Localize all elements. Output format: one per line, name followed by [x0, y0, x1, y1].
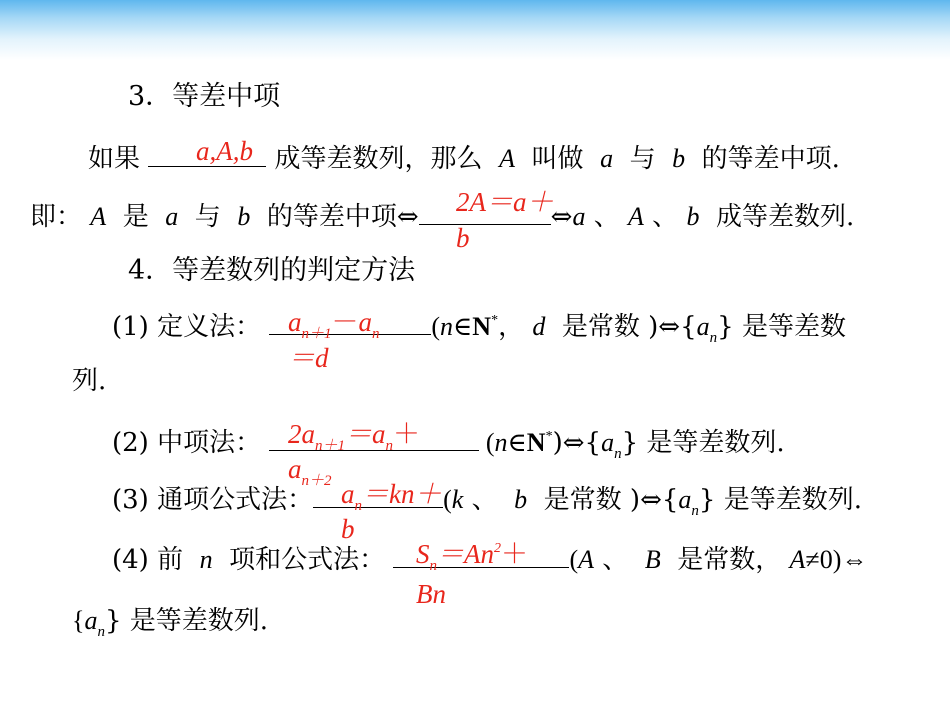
answer-m1-line2: ＝d	[288, 343, 329, 373]
answer-2-line1: 2A＝a＋	[456, 187, 554, 217]
var-b: b	[237, 202, 251, 231]
answer-m3-line2: b	[341, 514, 355, 544]
top-gradient-bar	[0, 0, 950, 60]
var-b: b	[686, 202, 700, 231]
text: (	[479, 428, 495, 457]
text: ＋	[393, 419, 421, 449]
text: (	[443, 485, 452, 514]
text: (3) 通项公式法：	[112, 485, 314, 515]
var-n: n	[199, 545, 213, 574]
subscript: n	[385, 438, 394, 454]
superscript: *	[545, 429, 553, 444]
var-A: A	[789, 545, 806, 574]
text: (2) 中项法：	[112, 428, 262, 458]
subscript: n	[429, 558, 437, 574]
text: } 是等差数列.	[104, 606, 269, 636]
subscript: n	[691, 503, 699, 519]
answer-m2-line1	[288, 420, 420, 453]
iff-symbol: ⇔	[550, 202, 573, 232]
var-a: a	[696, 312, 710, 341]
var-a: a	[678, 485, 692, 514]
answer-m4-line1	[416, 540, 528, 574]
var-A: A	[90, 202, 107, 231]
var-a: a	[601, 428, 615, 457]
var-k: k	[451, 485, 464, 514]
var-A: A	[499, 144, 515, 173]
text: 、	[652, 202, 679, 232]
set-N: N	[526, 428, 546, 457]
text: 是常数 )⇔{	[561, 312, 697, 342]
text: ，	[498, 312, 525, 342]
subscript: n	[614, 446, 622, 462]
text: 成等差数列.	[715, 202, 855, 232]
in-symbol: ∈	[507, 428, 527, 458]
answer-m1-line1	[288, 308, 380, 341]
text: )⇔{	[552, 428, 602, 458]
text: 与	[194, 202, 221, 232]
answer-2-line2: b	[456, 223, 470, 253]
text: 即：	[30, 202, 83, 232]
subscript: n	[354, 498, 362, 514]
text: a	[288, 454, 302, 484]
subscript: n	[709, 330, 718, 346]
text: } 是等差数列.	[698, 485, 862, 515]
text: 项和公式法：	[229, 545, 386, 575]
var-n: n	[440, 312, 454, 341]
subscript: n＋1	[315, 438, 346, 454]
in-symbol: ∈	[453, 312, 473, 342]
text: 与	[629, 144, 656, 174]
text: (	[569, 545, 579, 574]
text: 叫做	[531, 144, 584, 174]
answer-m3-line1	[341, 480, 441, 513]
text: 2a	[288, 419, 315, 449]
method-1	[112, 308, 846, 347]
text: (1) 定义法：	[112, 312, 262, 342]
text: 是	[122, 202, 149, 232]
text: 是常数，	[677, 545, 782, 575]
text: a	[288, 307, 302, 337]
var-n: n	[494, 428, 508, 457]
text: a	[358, 307, 373, 337]
text: 是常数 )⇔{	[543, 485, 679, 515]
text: } 是等差数列.	[621, 428, 785, 458]
text: a	[341, 479, 355, 509]
superscript: 2	[494, 541, 501, 556]
superscript: *	[491, 313, 499, 328]
text: ＝An	[437, 539, 494, 569]
text: S	[416, 539, 430, 569]
text: 成等差数列，那么	[274, 144, 483, 174]
set-N: N	[472, 312, 492, 341]
text: ＝a	[345, 419, 386, 449]
subscript: n	[97, 624, 105, 640]
text: 的等差中项.	[701, 144, 840, 174]
heading-4: 4．等差数列的判定方法	[128, 255, 416, 286]
text: 、	[471, 485, 498, 515]
text: ≠0)⇔	[805, 545, 868, 574]
subscript: n	[372, 326, 380, 342]
method-2	[112, 424, 785, 463]
subscript: n＋2	[301, 473, 332, 489]
var-a: a	[84, 606, 98, 635]
var-a: a	[165, 202, 179, 231]
var-a: a	[572, 202, 586, 231]
text: ＋	[501, 539, 528, 569]
method-3	[112, 481, 862, 519]
text: {	[72, 606, 85, 635]
heading-3: 3．等差中项	[128, 81, 281, 112]
text: 的等差中项⇔	[266, 202, 419, 232]
text: －	[331, 307, 359, 337]
method-1-cont: 列.	[72, 366, 107, 396]
text: 如果	[88, 144, 141, 174]
answer-m4-line2: Bn	[416, 579, 446, 609]
text: 、	[593, 202, 620, 232]
subscript: n＋1	[301, 326, 332, 342]
text: 、	[602, 545, 629, 575]
var-a: a	[600, 144, 614, 173]
text: (	[431, 312, 441, 341]
text: ＝kn＋	[362, 479, 442, 509]
var-d: d	[532, 312, 546, 341]
text: (4) 前	[112, 545, 184, 575]
var-A: A	[578, 545, 595, 574]
method-4-cont	[72, 606, 268, 640]
answer-1: a,A,b	[196, 136, 253, 166]
var-b: b	[672, 144, 686, 173]
line-2	[30, 198, 854, 232]
var-b: b	[514, 485, 528, 514]
text: } 是等差数	[717, 312, 846, 342]
var-A: A	[628, 202, 644, 231]
var-B: B	[644, 545, 661, 574]
